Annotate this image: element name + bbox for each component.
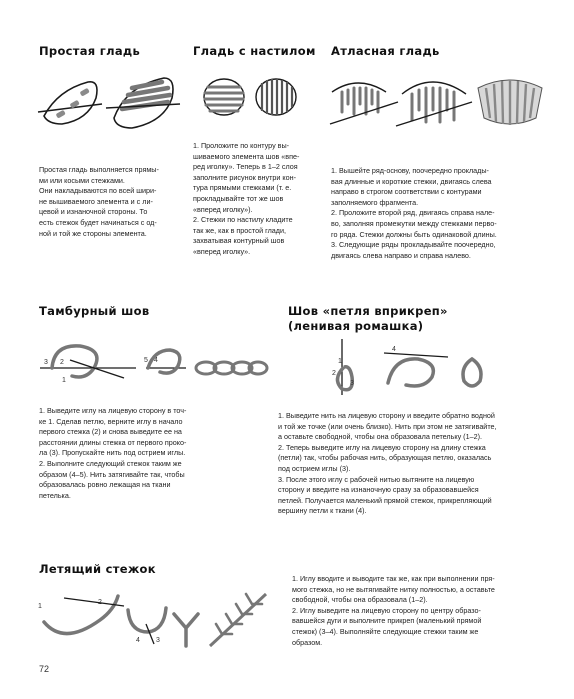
lazy-daisy-illustration [322,337,492,399]
heading-padded-satin: Гладь с настилом [193,44,316,58]
chain-label-4: 4 [154,357,158,364]
heading-long-short-satin: Атласная гладь [331,44,440,58]
chain-stitch-text: 1. Выведите иглу на лицевую сторону в точ- ке 1. Сделав петлю, верните иглу в начало первого стежка (2) и снова выведите ее на расстоянии длины стежка от первого проко- ла (3). Пропускайте нить под острием иглы. 2. Выполните следующий стежок таким же образом (4–5). Нить затягивайте так, чтобы образовалась ровно лежащая на ткани петелька. [39,406,187,500]
fly-label-3: 3 [156,637,160,644]
lazy-daisy-text: 1. Выведите нить на лицевую сторону и введите обратно водной и той же точке (или очень близко). Нить при этом не затягивайте, а оставьте свободной, чтобы она образовала петельку (1–2). 2. Теперь выведите иглу на лицевую сторону на длину стежка (петли) так, чтобы рабочая нить, образующая петлю, оказалась под острием иглы (3). 3. После этого иглу с рабочей нитью вытяните на лицевую сторону и введите на изнаночную сразу за образовавшейся петлей. Получается маленький прямой стежок, прикрепляющий вершину петли к ткани (4). [278,411,497,516]
page-number: 72 [39,664,50,674]
chain-label-1: 1 [62,377,66,384]
heading-chain-stitch: Тамбурный шов [39,304,150,318]
daisy-label-4: 4 [392,346,396,353]
long-short-satin-text: 1. Вышейте ряд-основу, поочередно проклады- вая длинные и короткие стежки, двигаясь слева направо в строгом соответствии с контурами заполняемого фрагмента. 2. Проложите второй ряд, двигаясь справа нале- во, заполняя промежутки между стежками перво- го ряда. Стежки должны быть одинаковой длины. 3. Следующие ряды прокладывайте поочередно, двигаясь слева направо и справа налево. [331,166,497,260]
fly-label-4: 4 [136,637,140,644]
heading-lazy-daisy-line2: (ленивая ромашка) [288,319,424,333]
padded-satin-illustration [200,73,305,125]
chain-stitch-illustration [36,338,271,396]
padded-satin-text: 1. Проложите по контуру вы- шиваемого элемента шов «впе- ред иголку». Теперь в 1–2 слоя заполните рисунок внутри кон- тура прямыми стежками (т. е. прокладывайте тот же шов «вперед иголку»). 2. Стежки по настилу кладите так же, как в простой глади, захватывая контурный шов «вперед иголку». [193,141,300,256]
daisy-label-1: 1 [338,358,342,365]
chain-label-3: 3 [44,359,48,366]
heading-fly-stitch: Летящий стежок [39,562,156,576]
fly-label-2: 2 [98,599,102,606]
fly-stitch-illustration [34,588,274,654]
chain-label-2: 2 [60,359,64,366]
heading-lazy-daisy-line1: Шов «петля вприкреп» [288,304,448,318]
simple-satin-illustration [36,68,186,146]
fly-label-1: 1 [38,603,42,610]
long-short-satin-illustration [328,66,548,146]
chain-label-5: 5 [144,357,148,364]
daisy-label-3: 3 [350,380,354,387]
heading-simple-satin: Простая гладь [39,44,141,58]
daisy-label-2: 2 [332,370,336,377]
fly-stitch-text: 1. Иглу вводите и выводите так же, как при выполнении пря- мого стежка, но не вытягивайте нитку полностью, а оставьте свободной, чтобы она образовала (1–2). 2. Иглу выведите на лицевую сторону по центру образо- вавшейся дуги и выполните прикреп (маленький прямой стежок) (3–4). Выполняйте следующие стежки таким же образом. [292,574,495,647]
simple-satin-text: Простая гладь выполняется прямы- ми или косыми стежками. Они накладываются по всей шири- не вышиваемого элемента и с ли- цевой и изнаночной стороны. То есть стежок будет начинаться с од- ной и той же стороны элемента. [39,165,159,238]
